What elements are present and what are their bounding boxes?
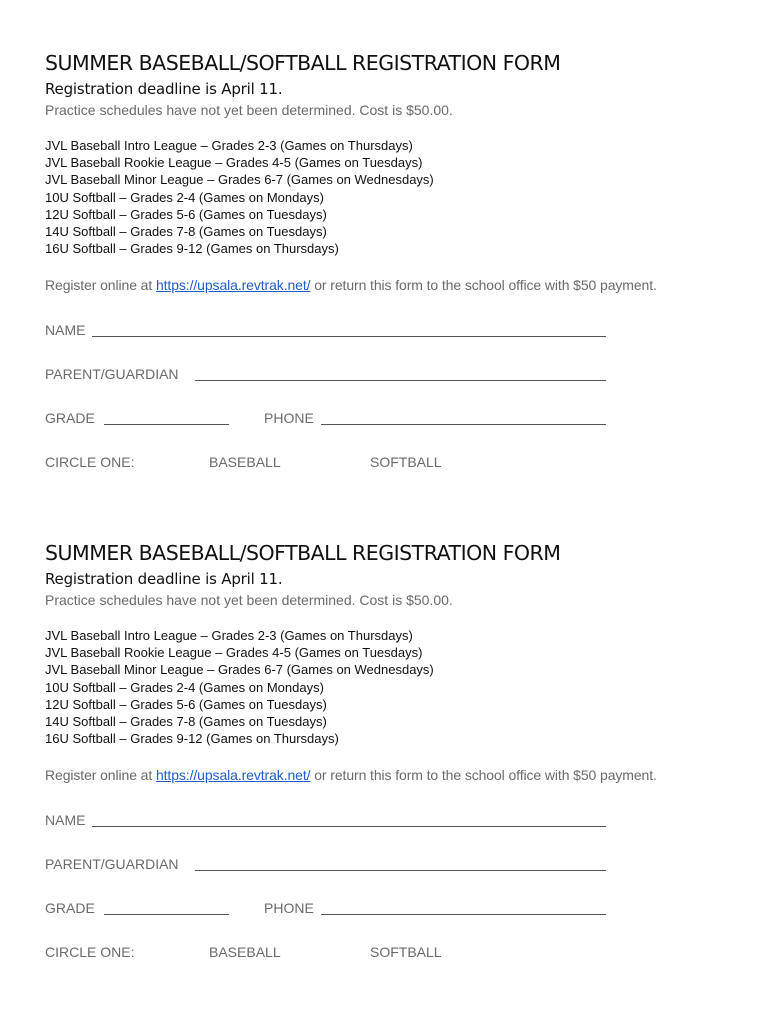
phone-label: PHONE	[264, 410, 314, 427]
name-field[interactable]	[45, 811, 745, 829]
circle-one-row	[45, 453, 745, 471]
parent-line[interactable]	[195, 870, 606, 871]
circle-one-label: CIRCLE ONE:	[45, 454, 135, 471]
league-item: JVL Baseball Rookie League – Grades 4-5 (Games on Tuesdays)	[45, 645, 423, 661]
baseball-option[interactable]: BASEBALL	[209, 944, 281, 961]
phone-label: PHONE	[264, 900, 314, 917]
league-list	[45, 137, 745, 257]
name-label: NAME	[45, 322, 86, 339]
league-item: 16U Softball – Grades 9-12 (Games on Thursdays)	[45, 241, 339, 257]
register-instructions	[45, 766, 745, 784]
practice-note: Practice schedules have not yet been determined. Cost is $50.00.	[45, 592, 453, 608]
phone-line[interactable]	[321, 914, 606, 915]
register-instructions	[45, 276, 745, 294]
grade-phone-row	[45, 899, 745, 917]
baseball-option[interactable]: BASEBALL	[209, 454, 281, 471]
grade-label: GRADE	[45, 410, 95, 427]
parent-label: PARENT/GUARDIAN	[45, 856, 179, 873]
parent-field[interactable]	[45, 365, 745, 383]
league-item: JVL Baseball Intro League – Grades 2-3 (Games on Thursdays)	[45, 628, 413, 643]
league-item: JVL Baseball Minor League – Grades 6-7 (Games on Wednesdays)	[45, 172, 434, 188]
circle-one-row	[45, 943, 745, 961]
register-suffix: or return this form to the school office with $50 payment.	[310, 277, 657, 294]
league-item: 14U Softball – Grades 7-8 (Games on Tuesdays)	[45, 223, 327, 239]
league-item: 14U Softball – Grades 7-8 (Games on Tuesdays)	[45, 713, 327, 729]
circle-one-label: CIRCLE ONE:	[45, 944, 135, 961]
register-suffix: or return this form to the school office with $50 payment.	[310, 767, 657, 784]
register-link[interactable]: https://upsala.revtrak.net/	[155, 277, 311, 294]
register-link[interactable]: https://upsala.revtrak.net/	[155, 767, 311, 784]
league-item: 12U Softball – Grades 5-6 (Games on Tuesdays)	[45, 206, 327, 222]
name-label: NAME	[45, 812, 86, 829]
grade-line[interactable]	[104, 424, 229, 425]
registration-form-bottom	[45, 540, 745, 961]
softball-option[interactable]: SOFTBALL	[370, 454, 442, 471]
league-item: 16U Softball – Grades 9-12 (Games on Thursdays)	[45, 731, 339, 747]
name-line[interactable]	[92, 336, 606, 337]
softball-option[interactable]: SOFTBALL	[370, 944, 442, 961]
league-item: JVL Baseball Rookie League – Grades 4-5 (Games on Tuesdays)	[45, 155, 423, 171]
register-prefix: Register online at	[45, 767, 156, 784]
league-item: 12U Softball – Grades 5-6 (Games on Tuesdays)	[45, 696, 327, 712]
form-title: SUMMER BASEBALL/SOFTBALL REGISTRATION FORM	[45, 51, 561, 75]
form-title: SUMMER BASEBALL/SOFTBALL REGISTRATION FORM	[45, 541, 561, 565]
name-line[interactable]	[92, 826, 606, 827]
name-field[interactable]	[45, 321, 745, 339]
parent-field[interactable]	[45, 855, 745, 873]
registration-form-top	[45, 50, 745, 471]
league-item: JVL Baseball Minor League – Grades 6-7 (Games on Wednesdays)	[45, 662, 434, 678]
league-item: 10U Softball – Grades 2-4 (Games on Mondays)	[45, 679, 324, 695]
league-item: JVL Baseball Intro League – Grades 2-3 (Games on Thursdays)	[45, 138, 413, 153]
grade-line[interactable]	[104, 914, 229, 915]
league-list	[45, 627, 745, 747]
league-item: 10U Softball – Grades 2-4 (Games on Mondays)	[45, 189, 324, 205]
parent-label: PARENT/GUARDIAN	[45, 366, 179, 383]
practice-note: Practice schedules have not yet been determined. Cost is $50.00.	[45, 102, 453, 118]
parent-line[interactable]	[195, 380, 606, 381]
deadline-text: Registration deadline is April 11.	[45, 80, 283, 98]
phone-line[interactable]	[321, 424, 606, 425]
grade-phone-row	[45, 409, 745, 427]
register-prefix: Register online at	[45, 277, 156, 294]
grade-label: GRADE	[45, 900, 95, 917]
deadline-text: Registration deadline is April 11.	[45, 570, 283, 588]
